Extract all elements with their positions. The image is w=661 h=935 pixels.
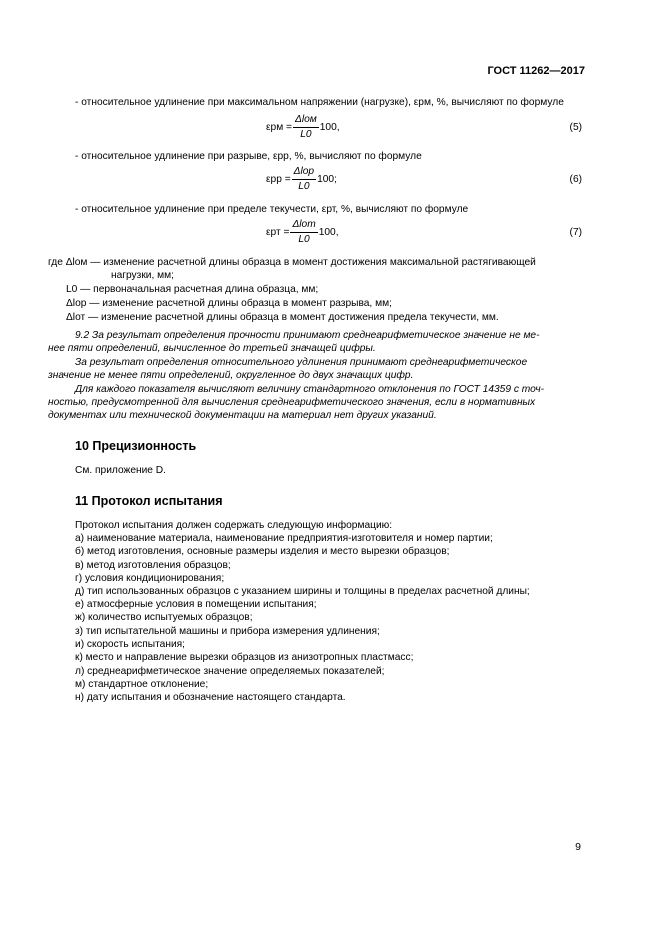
list-item: и) скорость испытания;: [75, 639, 185, 650]
formula-6-lhs: εрр =: [266, 174, 291, 185]
list-item: л) среднеарифметическое значение определяемых показателей;: [75, 666, 385, 677]
where-line-2: L0 — первоначальная расчетная длина образца, мм;: [66, 284, 319, 295]
list-item: б) метод изготовления, основные размеры изделия и место вырезки образцов;: [75, 546, 450, 557]
formula-5: [266, 114, 340, 141]
paragraph-elongation-break: - относительное удлинение при разрыве, εрр, %, вычисляют по формуле: [75, 151, 422, 162]
clause-9-2-line-4: значение не менее пяти определений, округленное до двух значащих цифр.: [48, 370, 414, 381]
formula-7-rhs: 100,: [318, 227, 339, 238]
formula-7-denominator: L0: [298, 234, 310, 245]
formula-5-fraction: [293, 114, 319, 141]
document-header: ГОСТ 11262—2017: [487, 65, 585, 77]
section-11-intro: Протокол испытания должен содержать следующую информацию:: [75, 520, 393, 531]
formula-6-denominator: L0: [298, 181, 310, 192]
list-item: в) метод изготовления образцов;: [75, 560, 231, 571]
formula-5-rhs: 100,: [319, 122, 340, 133]
formula-6: [266, 166, 337, 193]
formula-6-number: (6): [569, 174, 582, 185]
clause-9-2-line-2: нее пяти определений, вычисленное до третьей значащей цифры.: [48, 343, 376, 354]
formula-5-number: (5): [569, 122, 582, 133]
formula-6-numerator: Δlор: [292, 166, 316, 180]
where-line-1: где Δlом — изменение расчетной длины образца в момент достижения максимальной растягивающей: [48, 257, 536, 268]
list-item: ж) количество испытуемых образцов;: [75, 612, 253, 623]
formula-6-rhs: 100;: [317, 174, 337, 185]
list-item: з) тип испытательной машины и прибора измерения удлинения;: [75, 626, 380, 637]
formula-5-numerator: Δlом: [293, 114, 319, 128]
paragraph-elongation-max: - относительное удлинение при максимальном напряжении (нагрузке), εрм, %, вычисляют по формуле: [75, 97, 564, 108]
formula-7: [266, 219, 339, 246]
formula-6-fraction: [292, 166, 316, 193]
where-line-3: Δlор — изменение расчетной длины образца в момент разрыва, мм;: [66, 298, 392, 309]
list-item: д) тип использованных образцов с указанием ширины и толщины в пределах расчетной длины;: [75, 586, 530, 597]
clause-9-2-line-5: Для каждого показателя вычисляют величину стандартного отклонения по ГОСТ 14359 с точ-: [75, 384, 545, 395]
list-item: а) наименование материала, наименование предприятия-изготовителя и номер партии;: [75, 533, 493, 544]
paragraph-elongation-yield: - относительное удлинение при пределе текучести, εрт, %, вычисляют по формуле: [75, 204, 469, 215]
formula-7-fraction: [290, 219, 317, 246]
list-item: г) условия кондиционирования;: [75, 573, 225, 584]
list-item: м) стандартное отклонение;: [75, 679, 209, 690]
list-item: н) дату испытания и обозначение настоящего стандарта.: [75, 692, 346, 703]
formula-7-numerator: Δlот: [290, 219, 317, 233]
clause-9-2-line-7: документах или технической документации на материал нет других указаний.: [48, 410, 437, 421]
clause-9-2-line-6: ностью, предусмотренной для вычисления среднеарифметического значения, если в нормативных: [48, 397, 536, 408]
list-item: к) место и направление вырезки образцов из анизотропных пластмасс;: [75, 652, 414, 663]
section-10-heading: 10 Прецизионность: [75, 439, 197, 453]
where-line-4: Δlот — изменение расчетной длины образца в момент достижения предела текучести, мм.: [66, 312, 499, 323]
page-number: 9: [575, 841, 581, 853]
clause-9-2-line-1: 9.2 За результат определения прочности принимают среднеарифметическое значение не ме-: [75, 330, 540, 341]
formula-5-lhs: εрм =: [266, 122, 292, 133]
list-item: е) атмосферные условия в помещении испытания;: [75, 599, 317, 610]
formula-7-number: (7): [569, 227, 582, 238]
formula-7-lhs: εрт =: [266, 227, 290, 238]
formula-5-denominator: L0: [300, 129, 312, 140]
section-10-text: См. приложение D.: [75, 465, 166, 476]
where-line-1-cont: нагрузки, мм;: [111, 270, 174, 281]
clause-9-2-line-3: За результат определения относительного удлинения принимают среднеарифметическое: [75, 357, 528, 368]
section-11-heading: 11 Протокол испытания: [75, 494, 223, 508]
